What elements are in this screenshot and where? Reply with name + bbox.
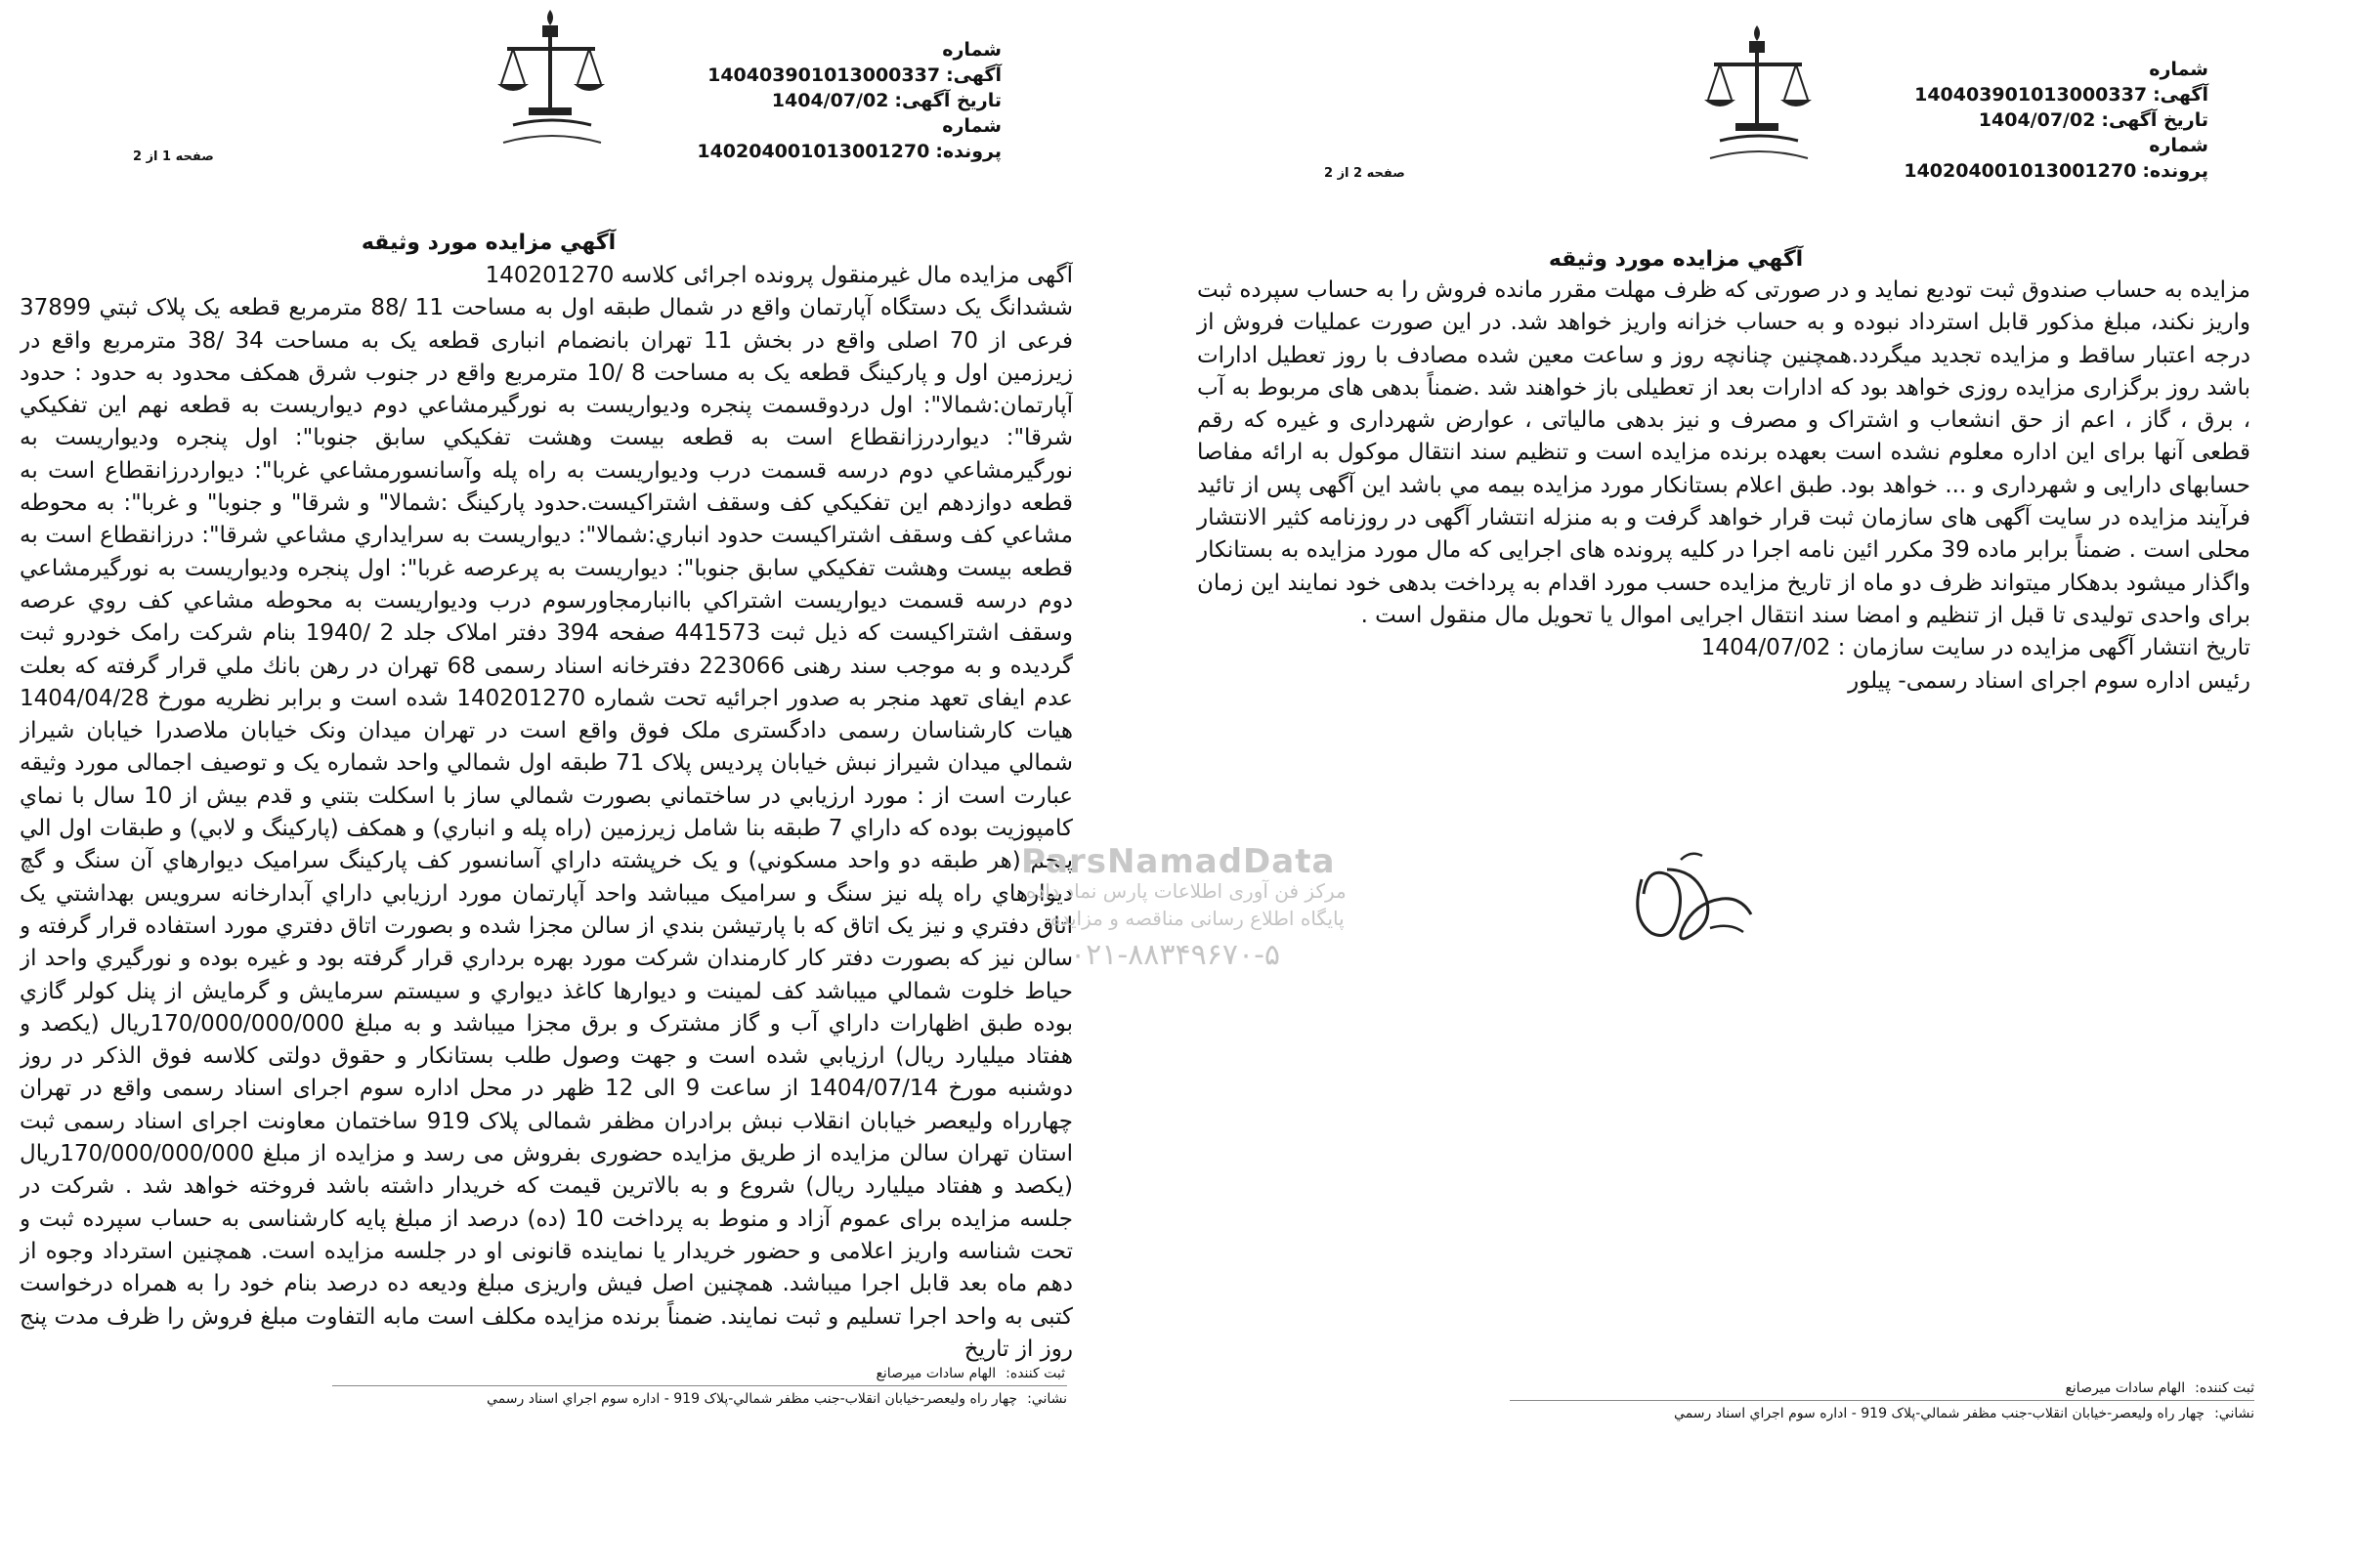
address-label: نشاني: (1027, 1391, 1067, 1407)
address-row (1510, 1406, 2254, 1421)
case-number: 140204001013001270 (1904, 160, 2137, 182)
publish-date-line: تاریخ انتشار آگهی مزایده در سایت سازمان : 1404/07/02 (1700, 635, 2250, 661)
ad-date-label: تاریخ آگهی: (2101, 109, 2208, 131)
case-number-label: شماره پرونده: (935, 115, 1002, 162)
registrar-label: ثبت کننده: (2195, 1380, 2254, 1396)
announcement-page-2 (1187, 0, 2355, 1568)
announcement-body (20, 260, 1073, 1364)
registrar-row (459, 1366, 1065, 1381)
page-number: صفحه 1 از 2 (133, 149, 214, 164)
footer-divider (332, 1385, 1067, 1386)
address: چهار راه وليعصر-خيابان انقلاب-جنب مظفر شمالي-پلاک 919 - اداره سوم اجراي اسناد رسمي (487, 1391, 1018, 1407)
watermark-line-2: پایگاه اطلاع رسانی مناقصه و مزایده (1050, 907, 1345, 930)
registrar-label: ثبت کننده: (1006, 1366, 1065, 1381)
ad-date: 1404/07/02 (1978, 109, 2096, 131)
case-number-row (697, 113, 1002, 164)
body-paragraph: ششدانگ یک دستگاه آپارتمان واقع در شمال طبقه اول به مساحت 11 /88 مترمربع قطعه یک پلاک ثبتي 37899 فرعی از 70 اصلی واقع در بخش 11 تهران بانضمام انباری قطعه یک به مساحت 34 /38 مترمربع واقع در زیرزمین اول و پارکینگ قطعه یک به مساحت 8 /10 مترمربع واقع در جنوب شرق همکف محدود به حدود : حدود آپارتمان:شمالا": اول دردوقسمت پنجره وديواريست به نورگيرمشاعي دوم ديواريست به قطعه نهم اين تفكيكي شرقا": ديواردرزانقطاع است به قطعه بيست وهشت تفكيكي سابق جنوبا": اول پنجره وديواريست به نورگيرمشاعي دوم درسه قسمت درب وديواريست به راه پله وآسانسورمشاعي غربا": ديواردرزانقطاع است به قطعه دوازدهم اين تفكيكي كف وسقف اشتراكيست.حدود پاركينگ :شمالا" و شرقا" و جنوبا" و غربا": به محوطه مشاعي كف وسقف اشتراكيست حدود انباري:شمالا": ديواريست به سرايداري مشاعي شرقا": درزانقطاع است به قطعه بيست وهشت تفكيكي سابق جنوبا": ديواريست به پرعرصه غربا": اول پنجره وديواريست به نورگيرمشاعي دوم درسه قسمت ديواريست اشتراكي باانبارمجاورسوم درب وديواريست به محوطه مشاعي كف روي عرصه وسقف اشتراكيست كه ذيل ثبت 441573 صفحه 394 دفتر املاک جلد 2 /1940 بنام شرکت رامک خودرو ثبت گردیده و به موجب سند رهنی 223066 دفترخانه اسناد رسمی 68 تهران در رهن بانك ملي قرار گرفته كه بعلت عدم ایفای تعهد منجر به صدور اجرائیه تحت شماره 140201270 شده است و برابر نظریه مورخ 1404/04/28 هيات كارشناسان رسمی دادگستری ملک فوق واقع است در تهران میدان ونک خیابان ملاصدرا خیابان شیراز شمالي میدان شیراز نبش خیابان پرديس پلاک 71 طبقه اول شمالي واحد شماره یک و توصیف اجمالی مورد وثيقه عبارت است از : مورد ارزيابي در ساختماني بصورت شمالي ساز با اسكلت بتني و قدم بيش از 10 سال با نماي كامپوزيت بوده كه داراي 7 طبقه بنا شامل زيرزمين (راه پله و انباري) و همكف (پاركينگ و لابي) و طبقات اول الي پنجم (هر طبقه دو واحد مسكوني) و يک خرپشته داراي آسانسور كف پاركينگ سراميک ديوارهاي آن سنگ و گچ ديوارهاي راه پله نيز سنگ و سراميک ميباشد واحد آپارتمان مورد ارزيابي داراي آبدارخانه سرويس بهداشتي يک اتاق دفتري و نيز يک اتاق كه با پارتيشن بندي از سالن مجزا شده و بصورت اتاق دفتري مورد استفاده قرار گرفته و سالن نيز كه بصورت دفتر كار كارمندان شركت مورد بهره برداري قرار گرفته بود و غيره بوده و نورگيري واحد از حياط خلوت شمالي ميباشد كف لمينت و ديوارها كاغذ ديواري و سيستم سرمايش و گرمايش از پنل كولر گازي بوده طبق اظهارات داراي آب و گاز مشترک و برق مجزا ميباشد و به مبلغ 170/000/000/000ريال (يكصد و هفتاد ميليارد ريال) ارزيابي شده است و جهت وصول طلب بستانكار و حقوق دولتی کلاسه فوق الذکر در روز دوشنبه مورخ 1404/07/14 از ساعت 9 الی 12 ظهر در محل اداره سوم اجرای اسناد رسمی واقع در تهران چهارراه وليعصر خيابان انقلاب نبش برادران مظفر شمالی پلاک 919 ساختمان معاونت اجرای اسناد رسمی ثبت استان تهران سالن مزایده از طریق مزایده حضوری بفروش می رسد و مزایده از مبلغ 170/000/000/000ریال (يكصد و هفتاد ميليارد ريال) شروع و به بالاترین قیمت که خریدار داشته باشد فروخته خواهد شد . شرکت در جلسه مزایده برای عموم آزاد و منوط به پرداخت 10 (ده) درصد از مبلغ پایه کارشناسی به حساب سپرده ثبت و تحت شناسه واریز اعلامی و حضور خریدار یا نماینده قانونی او در جلسه مزایده است. همچنین استرداد وجوه از دهم ماه بعد قابل اجرا میباشد. همچنین اصل فیش واریزی مبلغ ودیعه ده درصد بنام خود را به همراه درخواست کتبی به واحد اجرا تسلیم و ثبت نمایند. ضمناً برنده مزایده مکلف است مابه التفاوت مبلغ فروش را ظرف مدت پنج روز از تاریخ (20, 295, 1073, 1362)
judiciary-emblem-icon (493, 4, 611, 150)
ad-number-row (707, 37, 1002, 88)
announcement-title: آگهي مزايده مورد وثيقه (1548, 247, 1804, 272)
watermark-brand: ParsNamadData (1021, 842, 1336, 881)
ad-number-label: شماره آگهی: (2149, 59, 2208, 106)
ad-date-label: تاریخ آگهی: (894, 90, 1002, 111)
ad-number-row (1914, 57, 2208, 107)
watermark-line-1: مرکز فن آوری اطلاعات پارس نماد داده (1026, 879, 1347, 903)
registrar-name: الهام سادات میرصانع (876, 1366, 997, 1381)
head-of-office-line: رئیس اداره سوم اجرای اسناد رسمی- پیلور (1848, 667, 2250, 694)
announcement-title: آگهي مزايده مورد وثيقه (361, 231, 617, 255)
registrar-name: الهام سادات میرصانع (2065, 1380, 2186, 1396)
ad-number: 140403901013000337 (1914, 84, 2148, 106)
case-number-label: شماره پرونده: (2142, 135, 2208, 182)
address-label: نشاني: (2214, 1406, 2254, 1421)
announcement-page-1 (0, 0, 1173, 1568)
handwritten-signature (1612, 840, 1778, 957)
footer-divider (1510, 1400, 2254, 1401)
case-number: 140204001013001270 (697, 141, 930, 162)
announcement-body (1197, 275, 2250, 698)
announcement-meta (1904, 57, 2208, 184)
page-number: صفحه 2 از 2 (1324, 166, 1405, 181)
watermark-phone: ۰۲۱-۸۸۳۴۹۶۷۰-۵ (1070, 938, 1281, 972)
ad-date: 1404/07/02 (771, 90, 889, 111)
announcement-meta (697, 37, 1002, 164)
registrar-row (1656, 1380, 2254, 1396)
body-paragraph: آگهی مزایده مال غیرمنقول پرونده اجرائی کلاسه 140201270 (485, 263, 1073, 288)
body-paragraph: مزایده به حساب صندوق ثبت توديع نماید و در صورتی که ظرف مهلت مقرر مانده فروش را به حساب سپرده ثبت واریز نکند، مبلغ مذکور قابل استرداد نبوده و به حساب خزانه واریز خواهد شد. در این صورت عملیات فروش از درجه اعتبار ساقط و مزایده تجدید میگردد.همچنین چنانچه روز و ساعت معین شده مصادف با روز تعطیل ادارات باشد روز برگزاری مزایده روزی خواهد بود که ادارات بعد از تعطیلی باز خواهند شد .ضمناً بدهی های مربوط به آب ، برق ، گاز ، اعم از حق انشعاب و اشتراک و مصرف و نیز بدهی مالیاتی ، عوارض شهرداری و غیره که رقم قطعی آنها برای این اداره معلوم نشده است بعهده برنده مزایده است و تنظیم سند انتقال موکول به ارائه مفاصا حسابهای دارایی و شهرداری و ... خواهد بود. طبق اعلام بستانکار مورد مزایده بیمه مي باشد این آگهی پس از تائید فرآیند مزایده در سایت آگهی های سازمان ثبت قرار خواهد گرفت و به منزله انتشار آگهی در روزنامه کثیر الانتشار محلی است . ضمناً برابر ماده 39 مکرر ائین نامه اجرا در کلیه پرونده های اجرایی که مال مورد مزایده به بستانکار واگذار میشود بدهکار میتواند ظرف دو ماه از تاریخ مزایده حسب مورد اقدام به پرداخت بدهی خود نمایند این زمان برای واحدی تولیدی تا قبل از تنظیم و امضا سند انتقال اجرایی اموال یا تحویل مال منقول است . (1197, 277, 2250, 628)
ad-number: 140403901013000337 (707, 64, 941, 86)
ad-date-row (718, 88, 1002, 113)
case-number-row (1904, 133, 2208, 184)
ad-date-row (1920, 107, 2208, 133)
judiciary-emblem-icon (1700, 20, 1818, 166)
address-row (332, 1391, 1067, 1407)
address: چهار راه وليعصر-خيابان انقلاب-جنب مظفر شمالي-پلاک 919 - اداره سوم اجراي اسناد رسمي (1674, 1406, 2205, 1421)
ad-number-label: شماره آگهی: (942, 39, 1002, 86)
